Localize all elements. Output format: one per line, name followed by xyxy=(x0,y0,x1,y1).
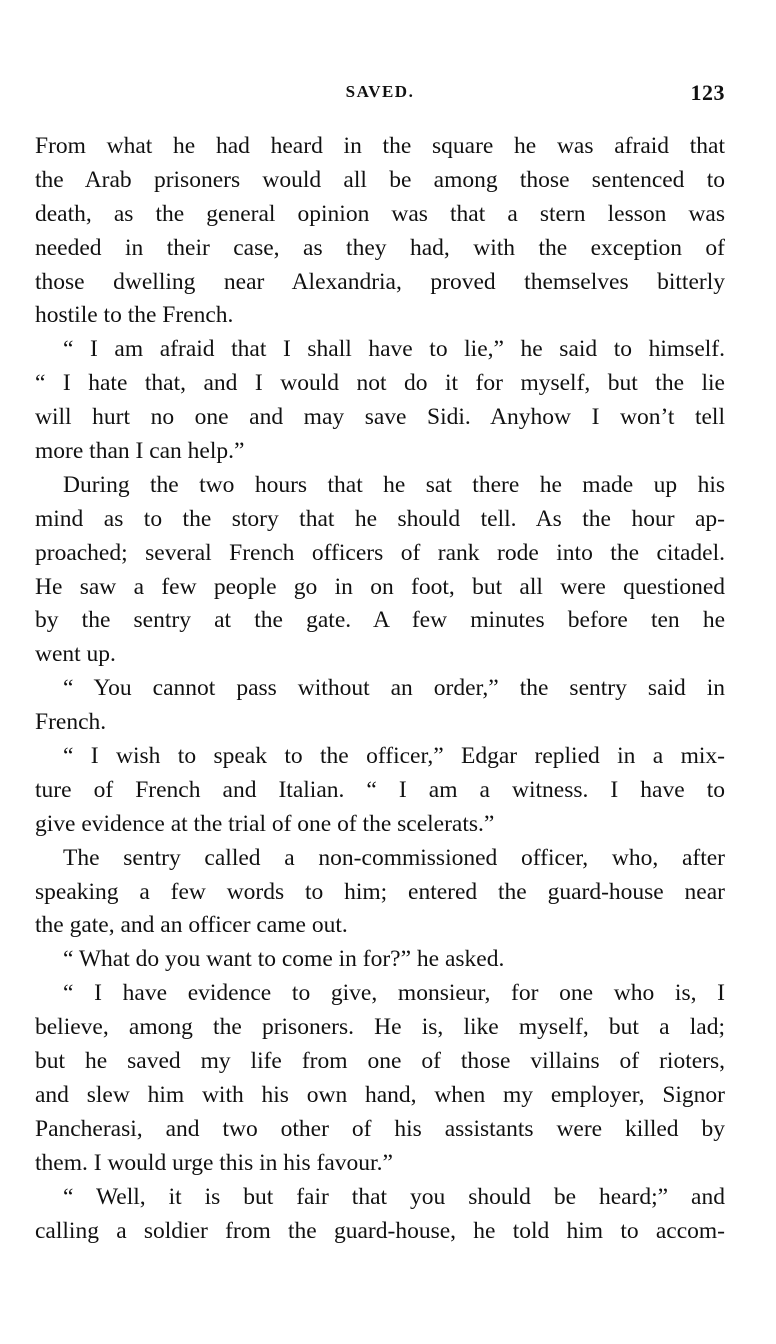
running-title: SAVED. xyxy=(345,82,415,101)
text-line: and slew him with his own hand, when my employer, Signor xyxy=(35,1081,725,1108)
text-line: From what he had heard in the square he was afraid that xyxy=(35,133,725,159)
text-line: “ You cannot pass without an order,” the sentry said in xyxy=(63,675,725,702)
running-head xyxy=(35,80,725,110)
text-line: more than I can help.” xyxy=(35,438,245,465)
text-line: The sentry called a non-commissioned officer, who, after xyxy=(63,844,725,871)
text-line: “ I have evidence to give, monsieur, for one who is, I xyxy=(63,980,725,1007)
text-line: will hurt no one and may save Sidi. Anyhow I won’t tell xyxy=(35,404,725,431)
text-line: by the sentry at the gate. A few minutes before ten he xyxy=(35,607,725,634)
text-line: calling a soldier from the guard-house, he told him to accom- xyxy=(35,1217,725,1244)
text-line: ture of French and Italian. “ I am a witness. I have to xyxy=(35,776,725,803)
text-line: death, as the general opinion was that a stern lesson was xyxy=(35,200,725,227)
text-line: believe, among the prisoners. He is, like myself, but a lad; xyxy=(35,1014,725,1041)
text-line: Pancherasi, and two other of his assistants were killed by xyxy=(35,1115,725,1142)
text-line: the Arab prisoners would all be among those sentenced to xyxy=(35,166,725,193)
text-line: French. xyxy=(35,709,107,736)
text-line: them. I would urge this in his favour.” xyxy=(35,1149,393,1176)
text-line: mind as to the story that he should tell. As the hour ap- xyxy=(35,505,725,532)
body-text xyxy=(35,130,725,1248)
text-line: During the two hours that he sat there he made up his xyxy=(63,471,725,498)
page-number: 123 xyxy=(690,80,725,105)
text-line: “ I hate that, and I would not do it for myself, but the lie xyxy=(35,370,725,397)
text-line: but he saved my life from one of those villains of rioters, xyxy=(35,1048,725,1075)
text-line: “ Well, it is but fair that you should be heard;” and xyxy=(63,1183,725,1210)
text-line: “ What do you want to come in for?” he asked. xyxy=(63,946,505,973)
text-line: “ I am afraid that I shall have to lie,” he said to himself. xyxy=(63,336,725,363)
text-line: those dwelling near Alexandria, proved themselves bitterly xyxy=(35,268,725,295)
text-line: proached; several French officers of rank rode into the citadel. xyxy=(35,539,725,566)
text-line: went up. xyxy=(35,641,116,668)
text-line: speaking a few words to him; entered the guard-house near xyxy=(35,878,725,905)
text-line: “ I wish to speak to the officer,” Edgar replied in a mix- xyxy=(63,743,725,770)
text-line: hostile to the French. xyxy=(35,302,234,329)
text-line: He saw a few people go in on foot, but all were questioned xyxy=(35,573,725,600)
text-line: the gate, and an officer came out. xyxy=(35,912,348,939)
text-line: needed in their case, as they had, with the exception of xyxy=(35,234,725,261)
text-line: give evidence at the trial of one of the scelerats.” xyxy=(35,810,495,837)
